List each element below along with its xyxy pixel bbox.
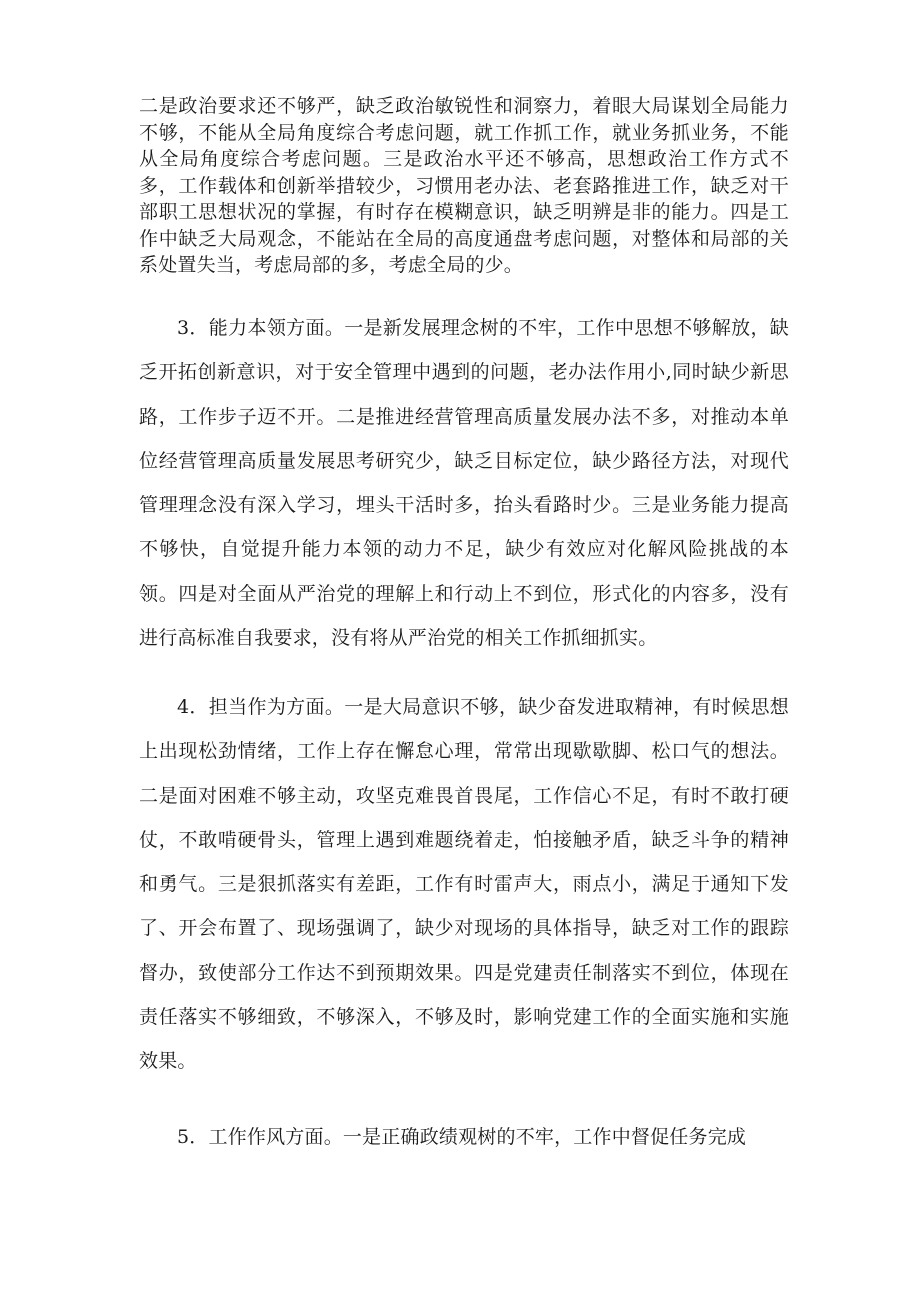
paragraph-capability: 3．能力本领方面。一是新发展理念树的不牢，工作中思想不够解放，缺乏开拓创新意识，对于安全管理中遇到的问题，老办法作用小,同时缺少新思路，工作步子迈不开。二是推进经营管理高质量发展办法不多，对推动本单位经营管理高质量发展思考研究少，缺乏目标定位，缺少路径方法，对现代管理理念没有深入学习，埋头干活时多，抬头看路时少。三是业务能力提高不够快，自觉提升能力本领的动力不足，缺少有效应对化解风险挑战的本领。四是对全面从严治党的理解上和行动上不到位，形式化的内容多，没有进行高标准自我要求，没有将从严治党的相关工作抓细抓实。	[139, 317, 789, 650]
paragraph-work-style: 5．工作作风方面。一是正确政绩观树的不牢，工作中督促任务完成	[177, 1126, 747, 1148]
paragraph-responsibility: 4．担当作为方面。一是大局意识不够，缺少奋发进取精神，有时候思想上出现松劲情绪，工作上存在懈怠心理，常常出现歇歇脚、松口气的想法。二是面对困难不够主动，攻坚克难畏首畏尾，工作信心不足，有时不敢打硬仗，不敢啃硬骨头，管理上遇到难题绕着走，怕接触矛盾，缺乏斗争的精神和勇气。三是狠抓落实有差距，工作有时雷声大，雨点小，满足于通知下发了、开会布置了、现场强调了，缺少对现场的具体指导，缺乏对工作的跟踪督办，致使部分工作达不到预期效果。四是党建责任制落实不到位，体现在责任落实不够细致，不够深入，不够及时，影响党建工作的全面实施和实施效果。	[139, 696, 789, 1073]
paragraph-political-requirements: 二是政治要求还不够严，缺乏政治敏锐性和洞察力，着眼大局谋划全局能力不够，不能从全局角度综合考虑问题，就工作抓工作，就业务抓业务，不能从全局角度综合考虑问题。三是政治水平还不够高，思想政治工作方式不多，工作载体和创新举措较少，习惯用老办法、老套路推进工作，缺乏对干部职工思想状况的掌握，有时存在模糊意识，缺乏明辨是非的能力。四是工作中缺乏大局观念，不能站在全局的高度通盘考虑问题，对整体和局部的关系处置失当，考虑局部的多，考虑全局的少。	[139, 95, 789, 276]
